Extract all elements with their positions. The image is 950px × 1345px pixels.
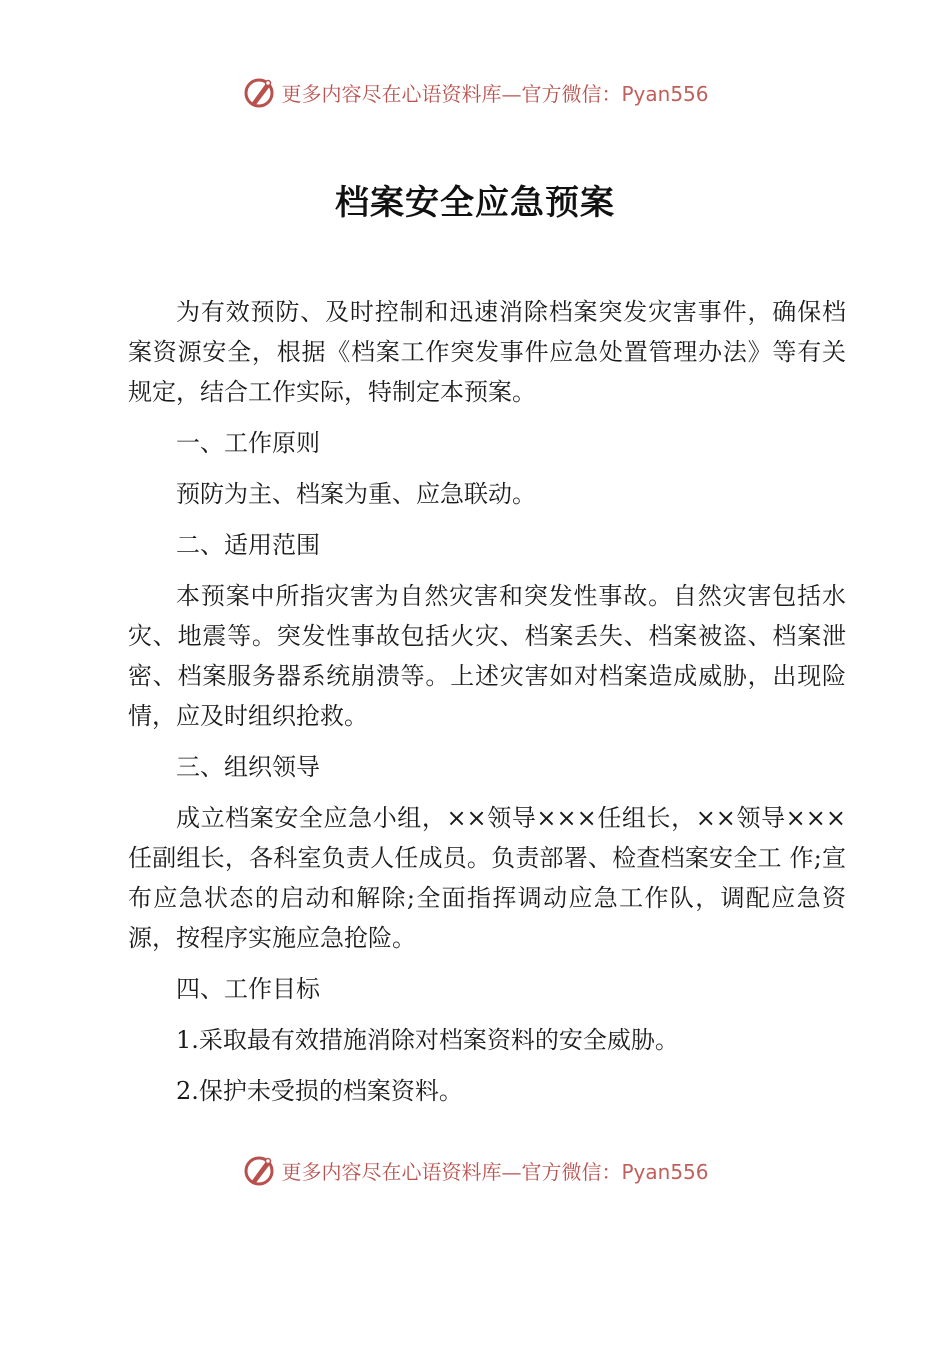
watermark-label: 更多内容尽在心语资料库—官方微信： bbox=[281, 1159, 622, 1184]
footer-watermark bbox=[0, 1148, 950, 1192]
pen-logo-icon bbox=[241, 1152, 277, 1188]
watermark-text bbox=[281, 1156, 708, 1185]
section-heading-scope: 二、适用范围 bbox=[176, 531, 320, 559]
scope-paragraph: 本预案中所指灾害为自然灾害和突发性事故。自然灾害包括水灾、地震等。突发性事故包括火灾、档案丢失、档案被盗、档案泄密、档案服务器系统崩溃等。上述灾害如对档案造成威胁，出现险情，应及时组织抢救。 bbox=[128, 582, 846, 730]
leadership-paragraph: 成立档案安全应急小组，××领导×××任组长，××领导×××任副组长，各科室负责人任成员。负责部署、检查档案安全工 作;宣布应急状态的启动和解除;全面指挥调动应急工作队，调配应急资源，按程序实施应急抢险。 bbox=[128, 804, 846, 952]
wechat-id: Pyan556 bbox=[621, 1159, 709, 1184]
wechat-id: Pyan556 bbox=[621, 81, 709, 106]
section-heading-leadership: 三、组织领导 bbox=[176, 753, 320, 781]
section-heading-principles: 一、工作原则 bbox=[176, 429, 320, 457]
watermark-label: 更多内容尽在心语资料库—官方微信： bbox=[281, 81, 622, 106]
header-watermark bbox=[0, 70, 950, 114]
intro-paragraph: 为有效预防、及时控制和迅速消除档案突发灾害事件，确保档案资源安全，根据《档案工作突发事件应急处置管理办法》等有关规定，结合工作实际，特制定本预案。 bbox=[128, 298, 846, 406]
principles-paragraph: 预防为主、档案为重、应急联动。 bbox=[176, 480, 536, 508]
document-title: 档案安全应急预案 bbox=[335, 183, 615, 223]
document-body bbox=[128, 292, 846, 1122]
watermark-text bbox=[281, 78, 708, 107]
goal-item-1: 1.采取最有效措施消除对档案资料的安全威胁。 bbox=[176, 1026, 679, 1054]
pen-logo-icon bbox=[241, 74, 277, 110]
section-heading-goals: 四、工作目标 bbox=[176, 975, 320, 1003]
goal-item-2: 2.保护未受损的档案资料。 bbox=[176, 1077, 463, 1105]
